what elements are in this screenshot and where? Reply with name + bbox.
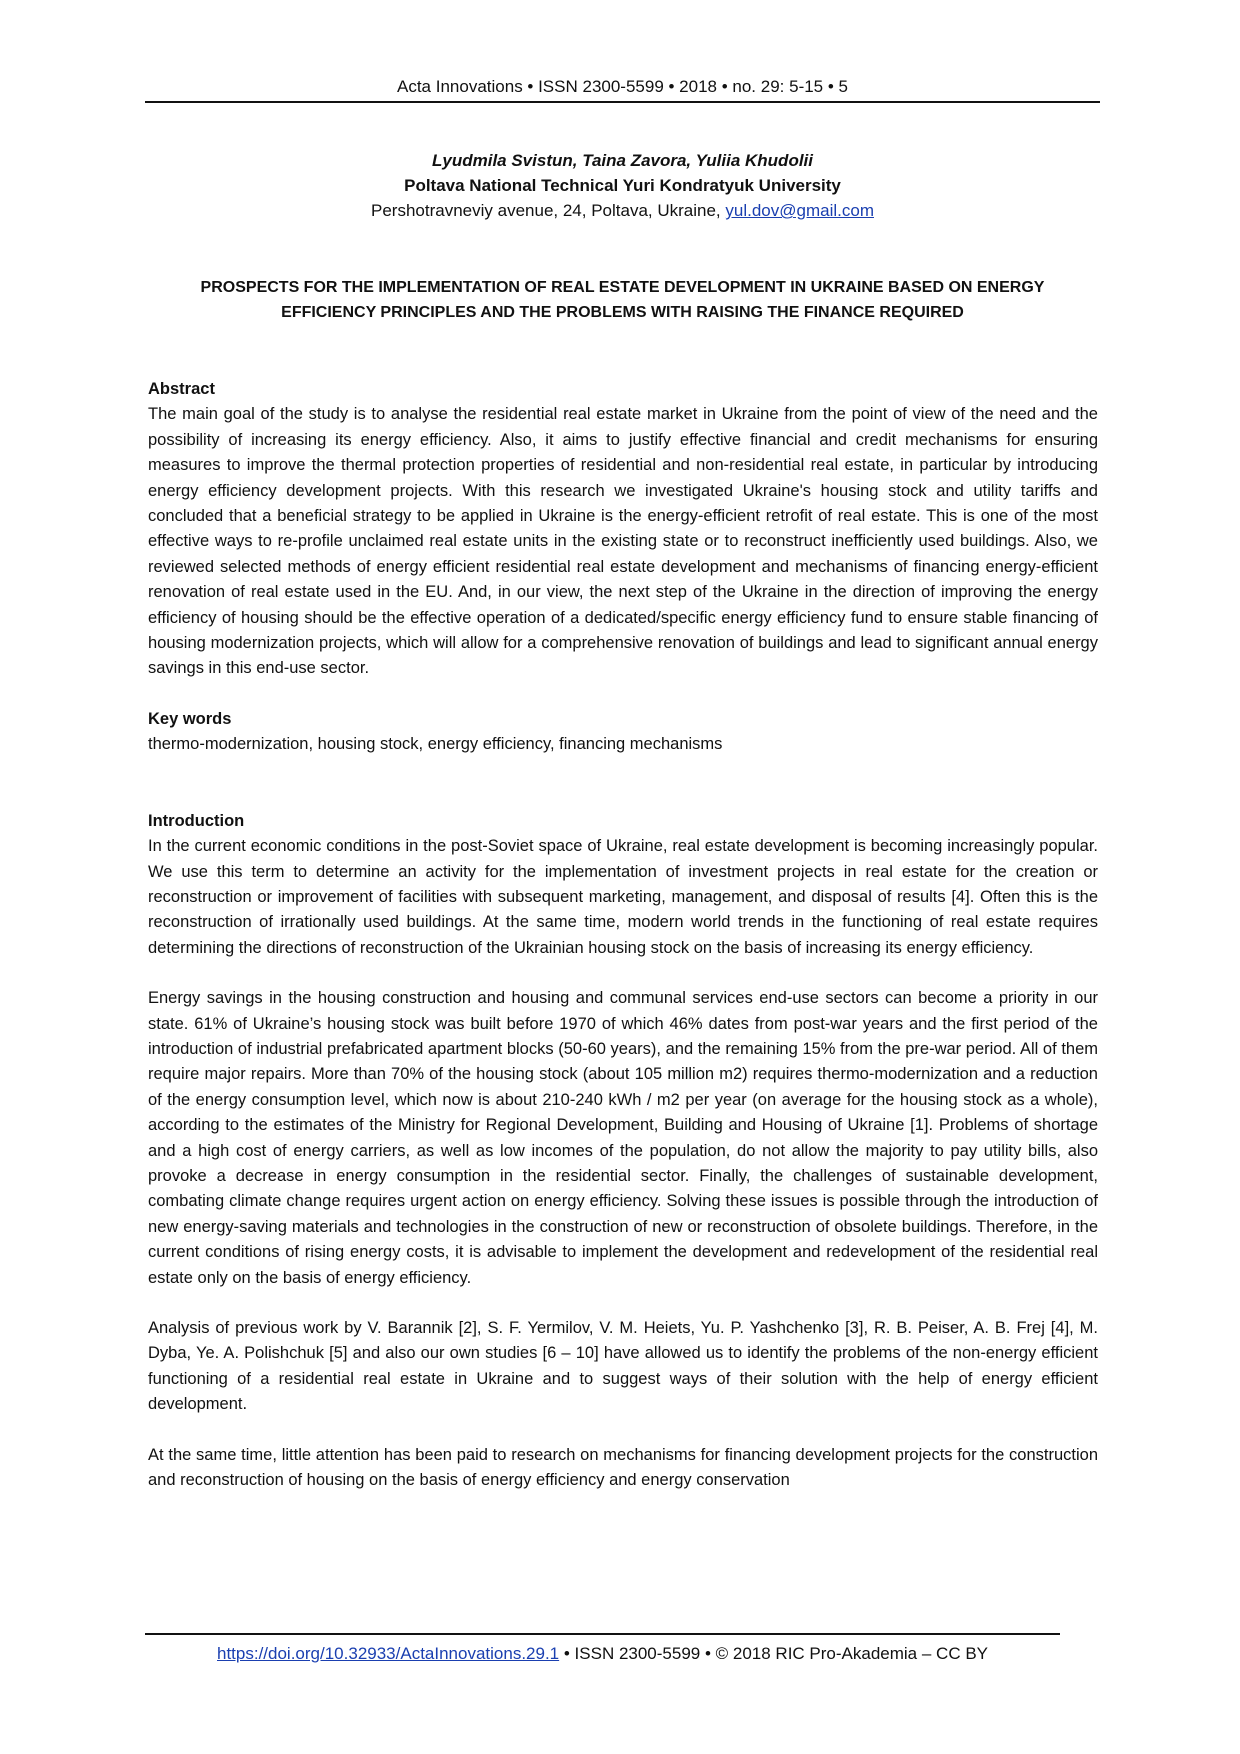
intro-paragraph: At the same time, little attention has been paid to research on mechanisms for financing development projects for the construction and reconstruction of housing on the basis of energy efficiency and energy conservation (148, 1445, 1098, 1490)
introduction-section (148, 809, 1098, 1494)
abstract-text: The main goal of the study is to analyse the residential real estate market in Ukraine from the point of view of the need and the possibility of increasing its energy efficiency. Also, it aims to justify effective financial and credit mechanisms for ensuring measures to improve the thermal protection properties of residential and non-residential real estate, in particular by introducing energy efficiency development projects. With this research we investigated Ukraine's housing stock and utility tariffs and concluded that a beneficial strategy to be applied in Ukraine is the energy-efficient retrofit of real estate. This is one of the most effective ways to re-profile unclaimed real estate units in the existing state or to reconstruct inefficiently used buildings. Also, we reviewed selected methods of energy efficient residential real estate development and mechanisms of financing energy-efficient renovation of real estate used in the EU. And, in our view, the next step of the Ukraine in the direction of improving the energy efficiency of housing should be the effective operation of a dedicated/specific energy efficiency fund to ensure stable financing of housing modernization projects, which will allow for a comprehensive renovation of buildings and lead to significant annual energy savings in this end-use sector. (148, 405, 1098, 678)
address: Pershotravneviy avenue, 24, Poltava, Ukraine, (371, 201, 721, 220)
header-rule (145, 101, 1100, 103)
abstract-heading: Abstract (148, 380, 215, 398)
page-footer (145, 1643, 1060, 1665)
intro-paragraph: Energy savings in the housing construction and housing and communal services end-use sectors can become a priority in our state. 61% of Ukraine’s housing stock was built before 1970 of which 46% dates from post-war years and the first period of the introduction of industrial prefabricated apartment blocks (50-60 years), and the remaining 15% from the pre-war period. All of them require major repairs. More than 70% of the housing stock (about 105 million m2) requires thermo-modernization and a reduction of the energy consumption level, which now is about 210-240 kWh / m2 per year (on average for the housing stock as a whole), according to the estimates of the Ministry for Regional Development, Building and Housing of Ukraine [1]. Problems of shortage and a high cost of energy carriers, as well as low incomes of the population, do not allow the majority to pay utility bills, also provoke a decrease in energy consumption in the residential sector. Finally, the challenges of sustainable development, combating climate change requires urgent action on energy efficiency. Solving these issues is possible through the introduction of new energy-saving materials and technologies in the construction of new or reconstruction of obsolete buildings. Therefore, in the current conditions of rising energy costs, it is advisable to implement the development and redevelopment of the residential real estate only on the basis of energy efficiency. (148, 989, 1098, 1287)
email-link[interactable]: yul.dov@gmail.com (725, 201, 874, 220)
intro-paragraph: In the current economic conditions in the post-Soviet space of Ukraine, real estate development is becoming increasingly popular. We use this term to determine an activity for the implementation of investment projects in real estate for the creation or reconstruction or improvement of facilities with subsequent marketing, management, and disposal of results [4]. Often this is the reconstruction of irrationally used buildings. At the same time, modern world trends in the functioning of real estate requires determining the directions of reconstruction of the Ukrainian housing stock on the basis of increasing its energy efficiency. (148, 837, 1098, 957)
intro-paragraph: Analysis of previous work by V. Barannik [2], S. F. Yermilov, V. M. Heiets, Yu. P. Yashchenko [3], R. B. Peiser, A. B. Frej [4], M. Dyba, Ye. A. Polishchuk [5] and also our own studies [6 – 10] have allowed us to identify the problems of the non-energy efficient functioning of a residential real estate in Ukraine and to suggest ways of their solution with the help of energy efficient development. (148, 1319, 1098, 1414)
paper-title: PROSPECTS FOR THE IMPLEMENTATION OF REAL ESTATE DEVELOPMENT IN UKRAINE BASED ON ENERGY EFFICIENCY PRINCIPLES AND THE PROBLEMS WITH RAISING THE FINANCE REQUIRED (200, 279, 1045, 321)
paper-body (148, 377, 1098, 1493)
doi-link[interactable]: https://doi.org/10.32933/ActaInnovations.29.1 (217, 1644, 560, 1663)
abstract-section (148, 377, 1098, 682)
affiliation: Poltava National Technical Yuri Kondratyuk University (404, 176, 841, 195)
keywords-text: thermo-modernization, housing stock, energy efficiency, financing mechanisms (148, 735, 723, 754)
address-line (145, 198, 1100, 223)
keywords-section (148, 707, 1098, 758)
author-names: Lyudmila Svistun, Taina Zavora, Yuliia Khudolii (432, 151, 813, 170)
running-header: Acta Innovations • ISSN 2300-5599 • 2018 • no. 29: 5-15 • 5 (397, 77, 848, 96)
introduction-heading: Introduction (148, 811, 245, 830)
footer-text: • ISSN 2300-5599 • © 2018 RIC Pro-Akademia – CC BY (559, 1644, 988, 1663)
footer-rule (145, 1633, 1060, 1635)
keywords-heading: Key words (148, 709, 232, 728)
author-block (145, 148, 1100, 223)
